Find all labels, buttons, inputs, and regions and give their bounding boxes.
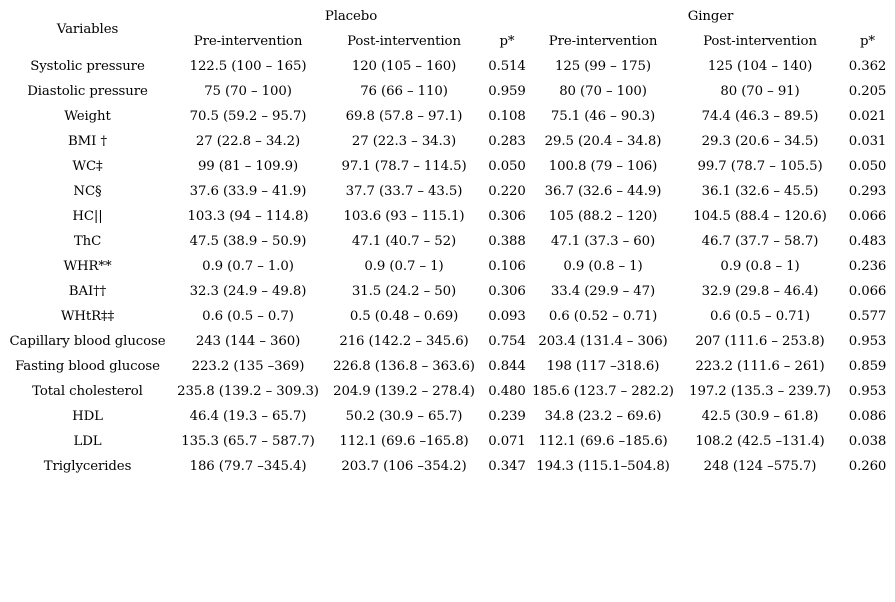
placebo-p-cell: 0.283	[488, 134, 526, 149]
placebo-p-cell: 0.220	[488, 184, 526, 199]
placebo-post-cell: 37.7 (33.7 – 43.5)	[345, 184, 463, 199]
table-row	[2, 429, 892, 454]
table-row	[2, 254, 892, 279]
ginger-post-cell: 0.9 (0.8 – 1)	[720, 259, 800, 274]
ginger-p-cell: 0.483	[848, 234, 887, 249]
placebo-post-cell: 226.8 (136.8 – 363.6)	[333, 359, 475, 374]
placebo-pre-cell: 37.6 (33.9 – 41.9)	[189, 184, 307, 199]
variable-name-cell: WC‡	[72, 159, 103, 174]
placebo-p-cell: 0.480	[488, 384, 526, 399]
ginger-pre-cell: 0.9 (0.8 – 1)	[563, 259, 643, 274]
placebo-post-cell: 103.6 (93 – 115.1)	[343, 209, 465, 224]
ginger-pre-cell: 29.5 (20.4 – 34.8)	[544, 134, 662, 149]
ginger-post-cell: 0.6 (0.5 – 0.71)	[709, 309, 810, 324]
ginger-p-cell: 0.021	[848, 109, 887, 124]
ginger-pre-cell: 203.4 (131.4 – 306)	[538, 334, 668, 349]
ginger-post-cell: 46.7 (37.7 – 58.7)	[701, 234, 819, 249]
placebo-p-cell: 0.093	[488, 309, 526, 324]
placebo-p-cell: 0.844	[488, 359, 526, 374]
placebo-pre-cell: 235.8 (139.2 – 309.3)	[177, 384, 319, 399]
placebo-pre-cell: 46.4 (19.3 – 65.7)	[189, 409, 307, 424]
ginger-p-cell: 0.086	[848, 409, 887, 424]
placebo-pre-cell: 135.3 (65.7 – 587.7)	[181, 434, 315, 449]
placebo-post-cell: 216 (142.2 – 345.6)	[339, 334, 469, 349]
placebo-post-cell: 0.9 (0.7 – 1)	[364, 259, 444, 274]
placebo-p-cell: 0.108	[488, 109, 526, 124]
variable-name-cell: WHR**	[63, 259, 112, 274]
ginger-pre-cell: 80 (70 – 100)	[559, 84, 647, 99]
placebo-post-cell: 204.9 (139.2 – 278.4)	[333, 384, 475, 399]
variable-name-cell: HC||	[72, 209, 103, 224]
ginger-post-cell: 104.5 (88.4 – 120.6)	[693, 209, 827, 224]
ginger-post-cell: 207 (111.6 – 253.8)	[695, 334, 825, 349]
placebo-post-cell: 50.2 (30.9 – 65.7)	[345, 409, 463, 424]
ginger-post-cell: 42.5 (30.9 – 61.8)	[701, 409, 819, 424]
placebo-p-header: p*	[499, 34, 515, 49]
placebo-p-cell: 0.959	[488, 84, 526, 99]
group-header-ginger: Ginger	[687, 9, 734, 24]
placebo-p-cell: 0.050	[488, 159, 526, 174]
table-header	[2, 5, 892, 54]
variable-name-cell: Diastolic pressure	[27, 84, 148, 99]
placebo-pre-cell: 122.5 (100 – 165)	[189, 59, 307, 74]
ginger-p-cell: 0.031	[848, 134, 887, 149]
placebo-pre-cell: 0.9 (0.7 – 1.0)	[202, 259, 294, 274]
placebo-post-cell: 76 (66 – 110)	[360, 84, 448, 99]
ginger-post-cell: 36.1 (32.6 – 45.5)	[701, 184, 819, 199]
placebo-post-cell: 27 (22.3 – 34.3)	[351, 134, 457, 149]
placebo-post-header: Post-intervention	[347, 34, 461, 49]
table-row	[2, 229, 892, 254]
placebo-post-cell: 47.1 (40.7 – 52)	[351, 234, 457, 249]
ginger-pre-cell: 33.4 (29.9 – 47)	[550, 284, 656, 299]
placebo-pre-cell: 223.2 (135 –369)	[191, 359, 305, 374]
placebo-post-cell: 97.1 (78.7 – 114.5)	[341, 159, 467, 174]
ginger-pre-cell: 198 (117 –318.6)	[546, 359, 660, 374]
variable-name-cell: Systolic pressure	[30, 59, 145, 74]
group-header-row	[2, 5, 892, 29]
ginger-post-cell: 248 (124 –575.7)	[703, 459, 817, 474]
ginger-pre-cell: 47.1 (37.3 – 60)	[550, 234, 656, 249]
placebo-p-cell: 0.106	[488, 259, 526, 274]
ginger-post-header: Post-intervention	[703, 34, 817, 49]
placebo-pre-cell: 75 (70 – 100)	[204, 84, 292, 99]
table-body	[2, 54, 892, 479]
table-row	[2, 354, 892, 379]
ginger-pre-cell: 112.1 (69.6 –185.6)	[538, 434, 668, 449]
ginger-pre-cell: 185.6 (123.7 – 282.2)	[532, 384, 674, 399]
table-row	[2, 404, 892, 429]
ginger-p-cell: 0.066	[848, 209, 887, 224]
ginger-pre-cell: 100.8 (79 – 106)	[548, 159, 658, 174]
table-row	[2, 54, 892, 79]
table-row	[2, 154, 892, 179]
ginger-p-cell: 0.953	[848, 334, 887, 349]
placebo-pre-cell: 70.5 (59.2 – 95.7)	[189, 109, 307, 124]
placebo-pre-cell: 0.6 (0.5 – 0.7)	[202, 309, 294, 324]
variable-name-cell: Fasting blood glucose	[15, 359, 160, 374]
ginger-pre-header: Pre-intervention	[548, 34, 658, 49]
table-row	[2, 179, 892, 204]
ginger-p-cell: 0.236	[848, 259, 887, 274]
table-row	[2, 279, 892, 304]
table-row	[2, 454, 892, 479]
variable-name-cell: WHtR‡‡	[60, 309, 115, 324]
variables-header: Variables	[56, 21, 119, 37]
ginger-p-cell: 0.362	[848, 59, 887, 74]
ginger-pre-cell: 36.7 (32.6 – 44.9)	[544, 184, 662, 199]
variable-name-cell: BMI †	[67, 134, 107, 149]
table-row	[2, 79, 892, 104]
placebo-post-cell: 120 (105 – 160)	[351, 59, 457, 74]
ginger-post-cell: 80 (70 – 91)	[720, 84, 800, 99]
ginger-post-cell: 125 (104 – 140)	[707, 59, 813, 74]
table-row	[2, 379, 892, 404]
ginger-post-cell: 74.4 (46.3 – 89.5)	[701, 109, 819, 124]
placebo-post-cell: 69.8 (57.8 – 97.1)	[345, 109, 463, 124]
ginger-post-cell: 108.2 (42.5 –131.4)	[695, 434, 825, 449]
placebo-p-cell: 0.306	[488, 284, 526, 299]
placebo-post-cell: 0.5 (0.48 – 0.69)	[349, 309, 459, 324]
placebo-p-cell: 0.754	[488, 334, 526, 349]
placebo-post-cell: 203.7 (106 –354.2)	[341, 459, 467, 474]
placebo-post-cell: 31.5 (24.2 – 50)	[351, 284, 457, 299]
placebo-p-cell: 0.347	[488, 459, 526, 474]
ginger-post-cell: 29.3 (20.6 – 34.5)	[701, 134, 819, 149]
table-row	[2, 329, 892, 354]
ginger-p-header: p*	[860, 34, 875, 49]
group-header-placebo: Placebo	[324, 9, 378, 24]
placebo-pre-cell: 186 (79.7 –345.4)	[189, 459, 307, 474]
placebo-p-cell: 0.071	[488, 434, 526, 449]
placebo-p-cell: 0.514	[488, 59, 526, 74]
table-row	[2, 204, 892, 229]
variable-name-cell: Triglycerides	[43, 459, 132, 474]
table-row	[2, 104, 892, 129]
ginger-p-cell: 0.038	[848, 434, 887, 449]
ginger-pre-cell: 105 (88.2 – 120)	[548, 209, 658, 224]
table-row	[2, 129, 892, 154]
placebo-p-cell: 0.239	[488, 409, 526, 424]
placebo-post-cell: 112.1 (69.6 –165.8)	[339, 434, 469, 449]
placebo-pre-cell: 243 (144 – 360)	[195, 334, 301, 349]
results-table	[2, 5, 892, 479]
ginger-pre-cell: 34.8 (23.2 – 69.6)	[544, 409, 662, 424]
variable-name-cell: Weight	[64, 109, 111, 124]
placebo-pre-cell: 99 (81 – 109.9)	[197, 159, 299, 174]
ginger-p-cell: 0.953	[848, 384, 887, 399]
ginger-pre-cell: 125 (99 – 175)	[555, 59, 651, 74]
ginger-pre-cell: 0.6 (0.52 – 0.71)	[548, 309, 658, 324]
placebo-pre-cell: 47.5 (38.9 – 50.9)	[189, 234, 307, 249]
variable-name-cell: ThC	[73, 234, 102, 249]
placebo-p-cell: 0.388	[488, 234, 526, 249]
ginger-post-cell: 223.2 (111.6 – 261)	[695, 359, 825, 374]
table-row	[2, 304, 892, 329]
ginger-p-cell: 0.859	[848, 359, 887, 374]
placebo-pre-cell: 27 (22.8 – 34.2)	[195, 134, 301, 149]
ginger-pre-cell: 194.3 (115.1–504.8)	[536, 459, 670, 474]
ginger-p-cell: 0.577	[848, 309, 887, 324]
ginger-post-cell: 99.7 (78.7 – 105.5)	[697, 159, 823, 174]
ginger-post-cell: 197.2 (135.3 – 239.7)	[689, 384, 831, 399]
placebo-pre-header: Pre-intervention	[193, 34, 303, 49]
ginger-p-cell: 0.260	[848, 459, 887, 474]
variable-name-cell: HDL	[72, 409, 103, 424]
ginger-p-cell: 0.050	[848, 159, 887, 174]
variable-name-cell: Capillary blood glucose	[9, 334, 166, 349]
variable-name-cell: NC§	[73, 184, 102, 199]
ginger-p-cell: 0.066	[848, 284, 887, 299]
variable-name-cell: LDL	[73, 434, 102, 449]
ginger-p-cell: 0.205	[848, 84, 887, 99]
placebo-p-cell: 0.306	[488, 209, 526, 224]
ginger-post-cell: 32.9 (29.8 – 46.4)	[701, 284, 819, 299]
placebo-pre-cell: 103.3 (94 – 114.8)	[187, 209, 309, 224]
placebo-pre-cell: 32.3 (24.9 – 49.8)	[189, 284, 307, 299]
ginger-pre-cell: 75.1 (46 – 90.3)	[550, 109, 656, 124]
variable-name-cell: BAI††	[68, 284, 107, 299]
variable-name-cell: Total cholesterol	[32, 384, 143, 399]
ginger-p-cell: 0.293	[848, 184, 887, 199]
